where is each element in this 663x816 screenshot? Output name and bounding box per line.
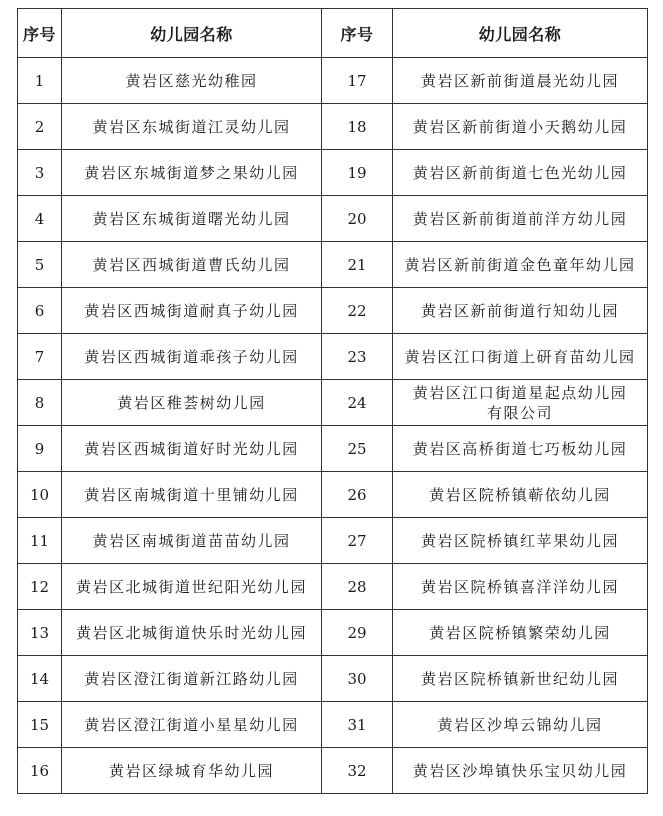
name-cell-left-text: 黄岩区东城街道江灵幼儿园 bbox=[92, 117, 291, 136]
name-cell-right-text: 黄岩区沙埠云锦幼儿园 bbox=[437, 715, 603, 734]
table-row bbox=[18, 104, 648, 150]
index-cell-left-text: 12 bbox=[29, 577, 50, 596]
name-cell-left bbox=[62, 748, 322, 794]
index-cell-right-text: 22 bbox=[347, 301, 367, 320]
table-row bbox=[18, 518, 648, 564]
name-cell-right bbox=[393, 656, 648, 702]
name-cell-right bbox=[393, 748, 648, 794]
name-cell-left bbox=[62, 242, 322, 288]
index-cell-left-text: 11 bbox=[29, 531, 50, 550]
index-cell-left bbox=[18, 564, 62, 610]
index-cell-left-text: 3 bbox=[34, 163, 45, 182]
index-cell-left bbox=[18, 518, 62, 564]
name-cell-right bbox=[393, 380, 648, 426]
name-cell-left bbox=[62, 334, 322, 380]
name-cell-left bbox=[62, 472, 322, 518]
name-cell-left bbox=[62, 518, 322, 564]
index-cell-right bbox=[322, 58, 393, 104]
name-cell-left bbox=[62, 426, 322, 472]
name-cell-left bbox=[62, 380, 322, 426]
name-cell-left-text: 黄岩区西城街道乖孩子幼儿园 bbox=[84, 347, 299, 366]
name-cell-right bbox=[393, 334, 648, 380]
index-cell-right bbox=[322, 288, 393, 334]
name-cell-right-text: 黄岩区高桥街道七巧板幼儿园 bbox=[412, 439, 628, 458]
name-cell-right bbox=[393, 610, 648, 656]
name-cell-right bbox=[393, 564, 648, 610]
index-cell-right bbox=[322, 564, 393, 610]
name-cell-left-text: 黄岩区北城街道世纪阳光幼儿园 bbox=[75, 577, 307, 596]
index-cell-left bbox=[18, 426, 62, 472]
index-cell-left-text: 6 bbox=[34, 301, 45, 320]
index-cell-left-text: 8 bbox=[34, 393, 45, 412]
name-cell-left-text: 黄岩区稚荟树幼儿园 bbox=[117, 393, 266, 412]
name-cell-right-text: 黄岩区院桥镇蕲依幼儿园 bbox=[429, 485, 611, 504]
name-cell-right-text: 黄岩区沙埠镇快乐宝贝幼儿园 bbox=[412, 761, 628, 780]
index-cell-left bbox=[18, 104, 62, 150]
index-cell-right-text: 24 bbox=[347, 393, 367, 412]
name-cell-right bbox=[393, 58, 648, 104]
index-cell-right bbox=[322, 748, 393, 794]
table-row bbox=[18, 334, 648, 380]
table-row bbox=[18, 656, 648, 702]
index-cell-left bbox=[18, 334, 62, 380]
header-name-right: 幼儿园名称 bbox=[393, 9, 648, 58]
name-cell-right bbox=[393, 472, 648, 518]
index-cell-right bbox=[322, 242, 393, 288]
table-row bbox=[18, 242, 648, 288]
name-cell-right-text: 黄岩区新前街道前洋方幼儿园 bbox=[412, 209, 628, 228]
index-cell-left bbox=[18, 150, 62, 196]
name-cell-left-text: 黄岩区东城街道曙光幼儿园 bbox=[92, 209, 291, 228]
index-cell-right-text: 20 bbox=[347, 209, 367, 228]
name-cell-left bbox=[62, 104, 322, 150]
header-index-right: 序号 bbox=[322, 9, 393, 58]
name-cell-left bbox=[62, 564, 322, 610]
index-cell-right-text: 29 bbox=[347, 623, 367, 642]
name-cell-right bbox=[393, 288, 648, 334]
table-row bbox=[18, 288, 648, 334]
name-cell-right-text: 黄岩区院桥镇红苹果幼儿园 bbox=[420, 531, 619, 550]
table-row bbox=[18, 380, 648, 426]
index-cell-left-text: 13 bbox=[29, 623, 50, 642]
name-cell-right-text: 黄岩区新前街道小天鹅幼儿园 bbox=[412, 117, 628, 136]
name-cell-left-text: 黄岩区北城街道快乐时光幼儿园 bbox=[75, 623, 307, 642]
name-cell-right-text: 黄岩区院桥镇新世纪幼儿园 bbox=[420, 669, 619, 688]
index-cell-right-text: 21 bbox=[347, 255, 367, 274]
name-cell-left-text: 黄岩区西城街道好时光幼儿园 bbox=[84, 439, 299, 458]
name-cell-right bbox=[393, 518, 648, 564]
index-cell-right-text: 18 bbox=[347, 117, 367, 136]
index-cell-left-text: 10 bbox=[29, 485, 50, 504]
index-cell-right-text: 31 bbox=[347, 715, 367, 734]
name-cell-left-text: 黄岩区西城街道曹氏幼儿园 bbox=[92, 255, 291, 274]
kindergarten-list bbox=[17, 8, 648, 794]
name-cell-left-text: 黄岩区东城街道梦之果幼儿园 bbox=[84, 163, 299, 182]
name-cell-right-text: 黄岩区新前街道行知幼儿园 bbox=[420, 301, 619, 320]
header-name-left: 幼儿园名称 bbox=[62, 9, 322, 58]
index-cell-right-text: 27 bbox=[347, 531, 367, 550]
index-cell-left bbox=[18, 472, 62, 518]
name-cell-left bbox=[62, 702, 322, 748]
name-cell-left-text: 黄岩区南城街道苗苗幼儿园 bbox=[92, 531, 291, 550]
index-cell-right-text: 19 bbox=[347, 163, 367, 182]
index-cell-right-text: 26 bbox=[347, 485, 367, 504]
header-index-left: 序号 bbox=[18, 9, 62, 58]
name-cell-right-text-line2: 有限公司 bbox=[486, 403, 553, 422]
index-cell-left-text: 14 bbox=[29, 669, 50, 688]
name-cell-right bbox=[393, 242, 648, 288]
name-cell-right bbox=[393, 702, 648, 748]
index-cell-left bbox=[18, 242, 62, 288]
name-cell-left-text: 黄岩区绿城育华幼儿园 bbox=[108, 761, 274, 780]
name-cell-right-text: 黄岩区新前街道七色光幼儿园 bbox=[412, 163, 628, 182]
name-cell-right bbox=[393, 196, 648, 242]
kindergarten-table bbox=[17, 8, 648, 794]
index-cell-left-text: 16 bbox=[29, 761, 50, 780]
name-cell-left-text: 黄岩区澄江街道小星星幼儿园 bbox=[84, 715, 299, 734]
name-cell-left-text: 黄岩区澄江街道新江路幼儿园 bbox=[84, 669, 299, 688]
index-cell-right-text: 25 bbox=[347, 439, 367, 458]
name-cell-right bbox=[393, 104, 648, 150]
table-row bbox=[18, 748, 648, 794]
table-row bbox=[18, 196, 648, 242]
index-cell-left-text: 2 bbox=[34, 117, 45, 136]
table-row bbox=[18, 58, 648, 104]
name-cell-left bbox=[62, 196, 322, 242]
name-cell-right-text: 黄岩区新前街道晨光幼儿园 bbox=[420, 71, 619, 90]
name-cell-left-text: 黄岩区西城街道耐真子幼儿园 bbox=[84, 301, 299, 320]
name-cell-left bbox=[62, 610, 322, 656]
index-cell-left-text: 5 bbox=[34, 255, 45, 274]
table-body bbox=[18, 58, 648, 794]
index-cell-right bbox=[322, 196, 393, 242]
index-cell-left-text: 4 bbox=[34, 209, 45, 228]
index-cell-right bbox=[322, 518, 393, 564]
index-cell-right-text: 17 bbox=[347, 71, 367, 90]
index-cell-right bbox=[322, 702, 393, 748]
table-header-row bbox=[18, 9, 648, 58]
name-cell-right-text: 黄岩区院桥镇喜洋洋幼儿园 bbox=[420, 577, 619, 596]
index-cell-left-text: 9 bbox=[34, 439, 45, 458]
name-cell-left bbox=[62, 656, 322, 702]
index-cell-left bbox=[18, 748, 62, 794]
index-cell-right bbox=[322, 472, 393, 518]
table-row bbox=[18, 702, 648, 748]
name-cell-right-text: 黄岩区江口街道上研育苗幼儿园 bbox=[404, 347, 636, 366]
index-cell-right bbox=[322, 380, 393, 426]
index-cell-left-text: 1 bbox=[34, 71, 45, 90]
index-cell-right bbox=[322, 334, 393, 380]
table-row bbox=[18, 150, 648, 196]
name-cell-left-text: 黄岩区慈光幼稚园 bbox=[125, 71, 258, 90]
index-cell-right bbox=[322, 150, 393, 196]
index-cell-left bbox=[18, 380, 62, 426]
index-cell-left bbox=[18, 58, 62, 104]
table-row bbox=[18, 610, 648, 656]
index-cell-right-text: 32 bbox=[347, 761, 367, 780]
index-cell-left-text: 7 bbox=[34, 347, 45, 366]
name-cell-left bbox=[62, 288, 322, 334]
name-cell-right bbox=[393, 150, 648, 196]
table-row bbox=[18, 426, 648, 472]
index-cell-right-text: 30 bbox=[347, 669, 367, 688]
index-cell-left bbox=[18, 196, 62, 242]
index-cell-right bbox=[322, 610, 393, 656]
index-cell-left-text: 15 bbox=[29, 715, 50, 734]
index-cell-right-text: 23 bbox=[347, 347, 367, 366]
index-cell-right bbox=[322, 104, 393, 150]
index-cell-left bbox=[18, 288, 62, 334]
name-cell-left-text: 黄岩区南城街道十里铺幼儿园 bbox=[84, 485, 299, 504]
index-cell-right-text: 28 bbox=[347, 577, 367, 596]
name-cell-right-text: 黄岩区江口街道星起点幼儿园 bbox=[412, 383, 628, 402]
table-row bbox=[18, 472, 648, 518]
index-cell-right bbox=[322, 656, 393, 702]
index-cell-right bbox=[322, 426, 393, 472]
name-cell-right-text: 黄岩区新前街道金色童年幼儿园 bbox=[404, 255, 636, 274]
name-cell-right bbox=[393, 426, 648, 472]
name-cell-left bbox=[62, 58, 322, 104]
index-cell-left bbox=[18, 610, 62, 656]
index-cell-left bbox=[18, 702, 62, 748]
table-row bbox=[18, 564, 648, 610]
name-cell-left bbox=[62, 150, 322, 196]
name-cell-right-text: 黄岩区院桥镇繁荣幼儿园 bbox=[429, 623, 611, 642]
index-cell-left bbox=[18, 656, 62, 702]
